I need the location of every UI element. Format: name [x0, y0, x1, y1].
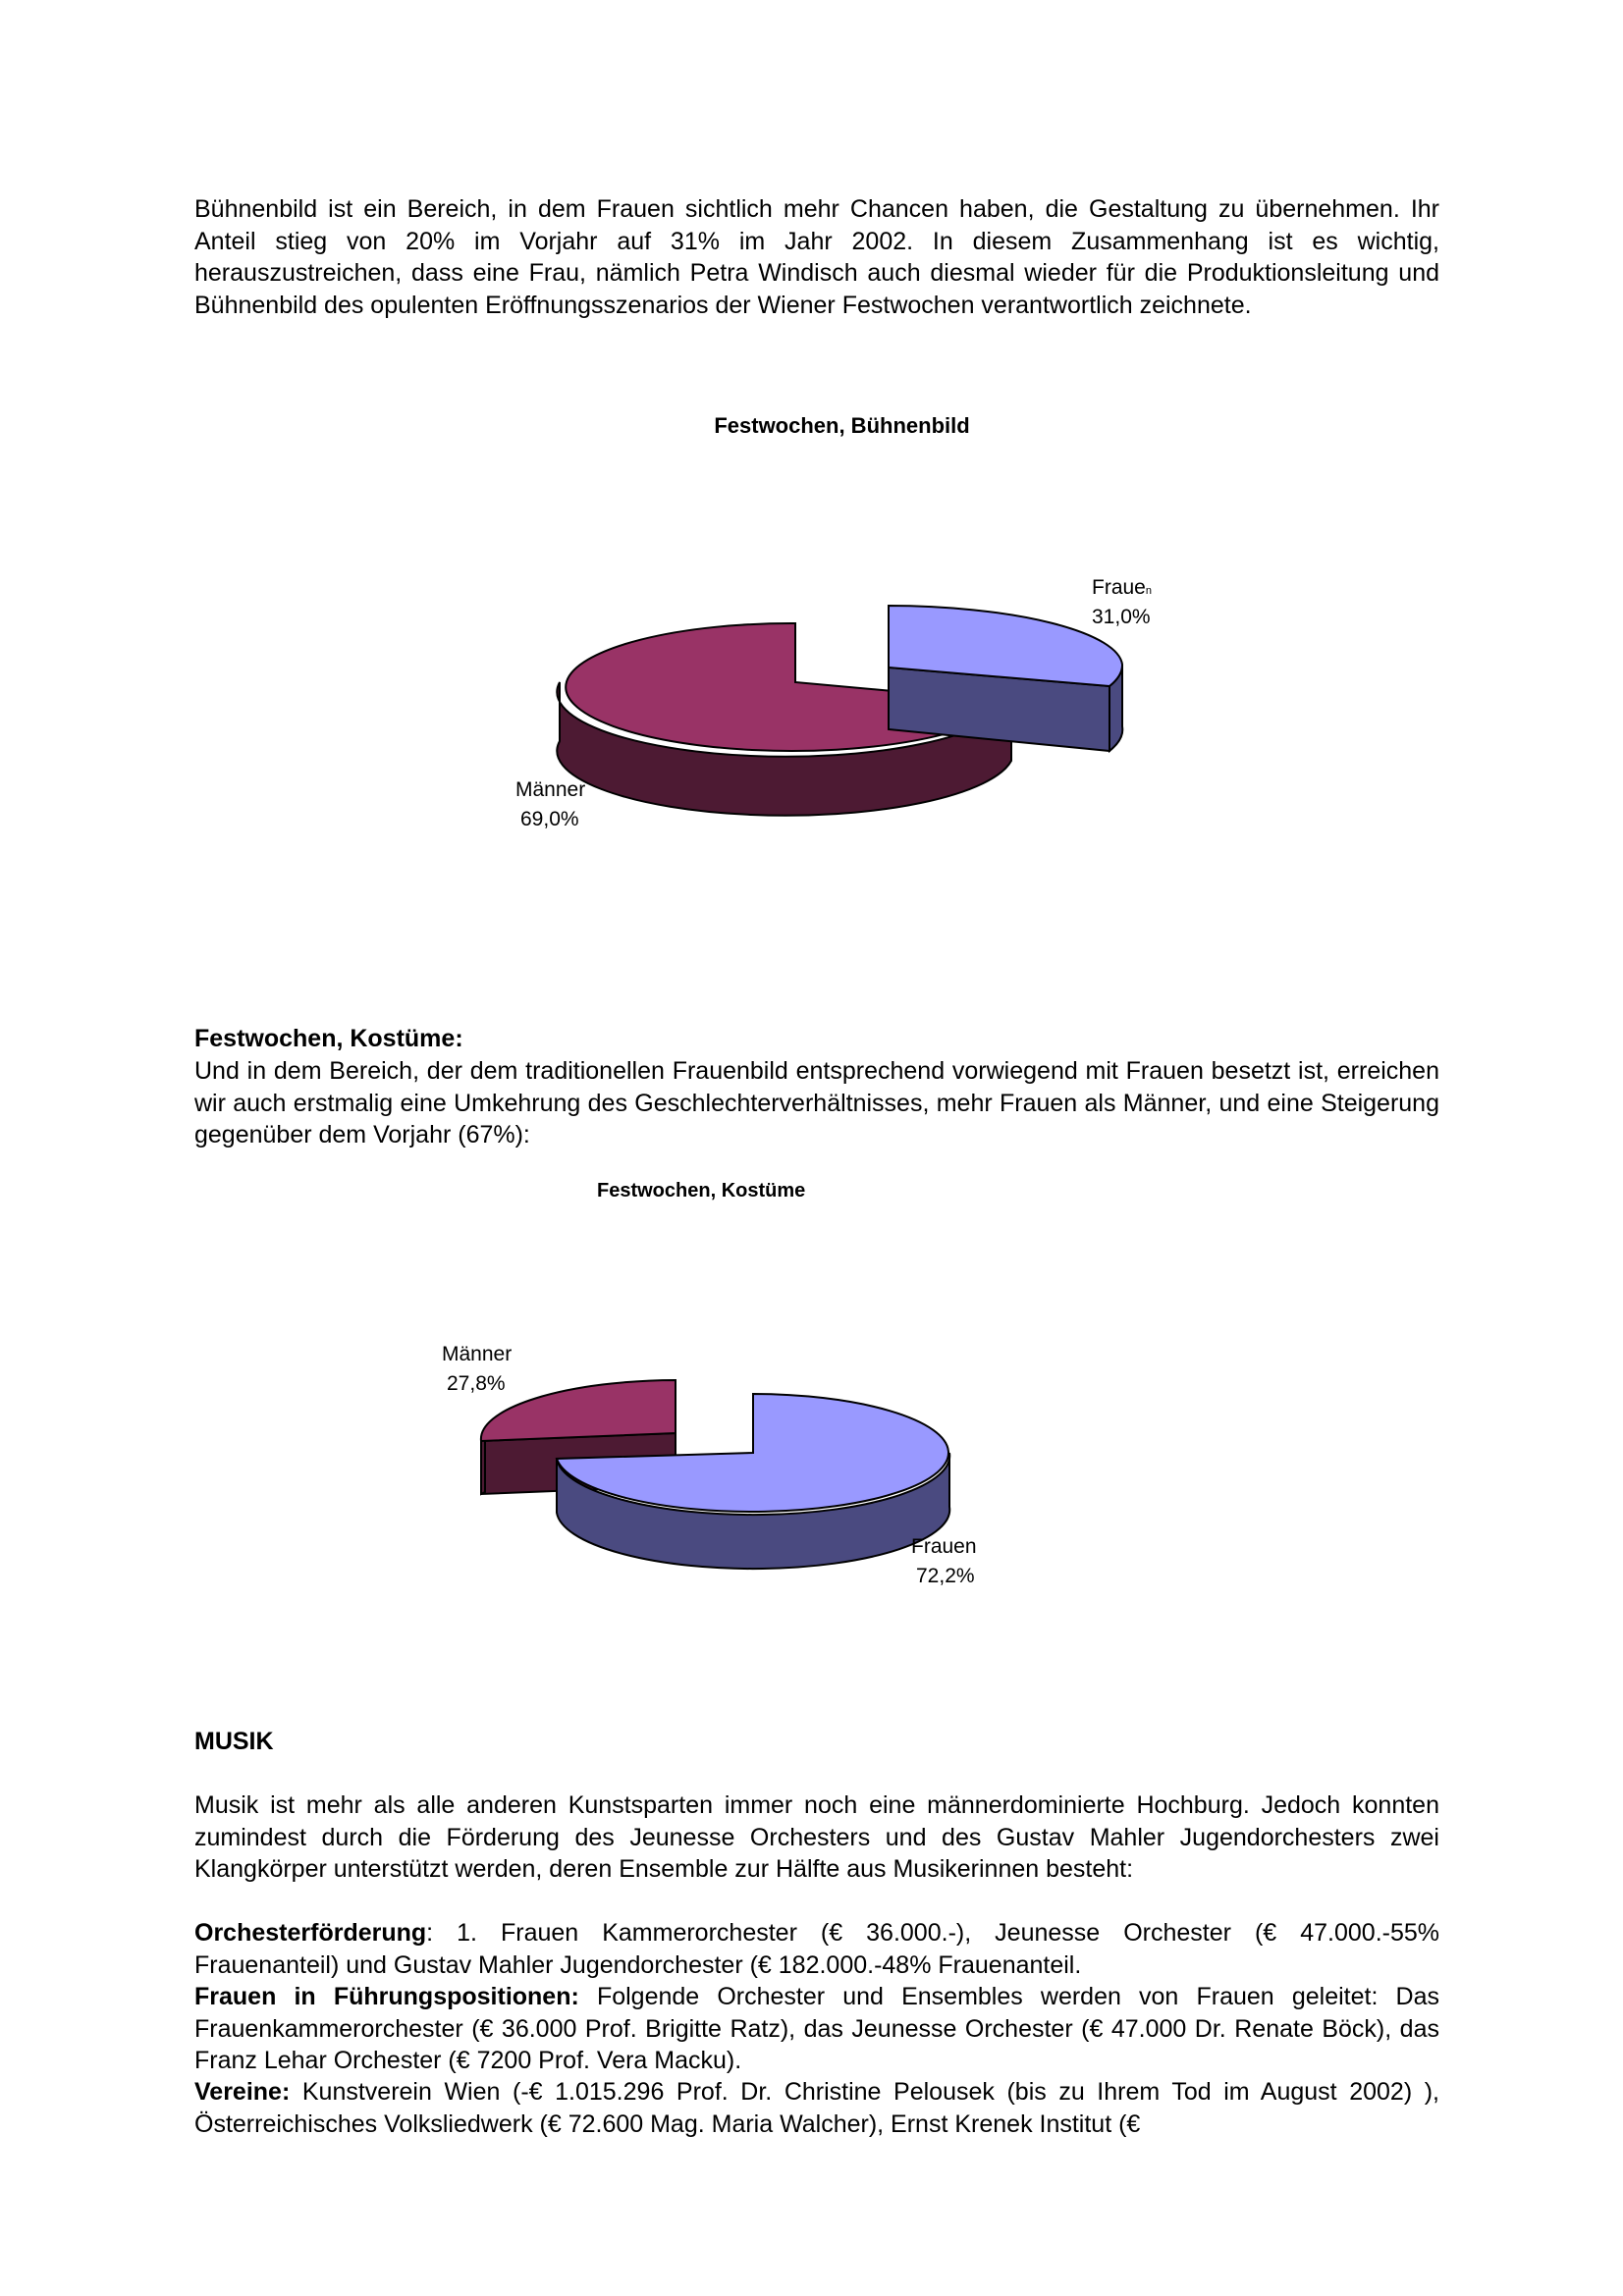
pie-label-maenner-value: 27,8%: [447, 1372, 506, 1395]
pie-label-maenner-value: 69,0%: [520, 808, 579, 830]
musik-intro-paragraph: Musik ist mehr als alle anderen Kunstsparten immer noch eine männerdominierte Hochburg. Jedoch konnten zumindest durch die Förderung des Jeunesse Orchesters und des Gustav Mahler Jugendorchesters zwei Klangkörper unterstützt werden, deren Ensemble zur Hälfte aus Musikerinnen besteht:: [194, 1791, 1439, 1883]
chart-title-kostueme: Festwochen, Kostüme: [597, 1180, 806, 1201]
orchesterfoerderung-label: Orchesterförderung: [194, 1919, 427, 1947]
pie-label-frauen-value: 72,2%: [916, 1565, 975, 1587]
section-heading-kostueme: Festwochen, Kostüme:: [194, 1025, 463, 1052]
kostueme-paragraph: Und in dem Bereich, der dem traditionellen Frauenbild entsprechend vorwiegend mit Frauen besetzt ist, erreichen wir auch erstmalig eine Umkehrung des Geschlechterverhältnisses, mehr Frauen als Männer, und eine Steigerung gegenüber dem Vorjahr (67%):: [194, 1057, 1439, 1148]
orchesterfoerderung-text: : 1. Frauen Kammerorchester (€ 36.000.-), Jeunesse Orchester (€ 47.000.-55% Frauenanteil) und Gustav Mahler Jugendorchester (€ 182.000.-48% Frauenanteil.: [194, 1919, 1439, 1979]
fuehrungspositionen-text: Folgende Orchester und Ensembles werden von Frauen geleitet: Das Frauenkammerorchester (€ 36.000 Prof. Brigitte Ratz), das Jeunesse Orchester (€ 47.000 Dr. Renate Böck), das Franz Lehar Orchester (€ 7200 Prof. Vera Macku).: [194, 1983, 1439, 2074]
pie-label-maenner-name: Männer: [515, 778, 586, 801]
vereine-text: Kunstverein Wien (-€ 1.015.296 Prof. Dr. Christine Pelousek (bis zu Ihrem Tod im August 2002) ), Österreichisches Volksliedwerk (€ 72.600 Mag. Maria Walcher), Ernst Krenek Institut (€: [194, 2078, 1439, 2138]
vereine-label: Vereine:: [194, 2078, 291, 2106]
fuehrungspositionen-paragraph: [194, 1981, 1439, 2077]
pie-label-frauen-value: 31,0%: [1092, 606, 1151, 628]
vereine-paragraph: [194, 2076, 1439, 2140]
pie-label-frauen-name: Frauen: [911, 1535, 977, 1558]
orchesterfoerderung-paragraph: [194, 1917, 1439, 1981]
fuehrungspositionen-label: Frauen in Führungspositionen:: [194, 1983, 579, 2010]
intro-paragraph: Bühnenbild ist ein Bereich, in dem Frauen sichtlich mehr Chancen haben, die Gestaltung zu übernehmen. Ihr Anteil stieg von 20% im Vorjahr auf 31% im Jahr 2002. In diesem Zusammenhang ist es wichtig, herauszustreichen, dass eine Frau, nämlich Petra Windisch auch diesmal wieder für die Produktionsleitung und Bühnenbild des opulenten Eröffnungsszenarios der Wiener Festwochen verantwortlich zeichnete.: [194, 195, 1439, 319]
pie-slice-maenner-top: [481, 1380, 676, 1441]
section-heading-musik: MUSIK: [194, 1728, 274, 1755]
pie-label-frauen-name: Frauen: [1092, 576, 1152, 599]
pie-label-maenner-name: Männer: [442, 1343, 513, 1365]
chart-title-buehnenbild: Festwochen, Bühnenbild: [714, 413, 970, 438]
pie-chart-kostueme: [432, 1335, 1021, 1600]
pie-chart-buehnenbild: [491, 574, 1178, 859]
